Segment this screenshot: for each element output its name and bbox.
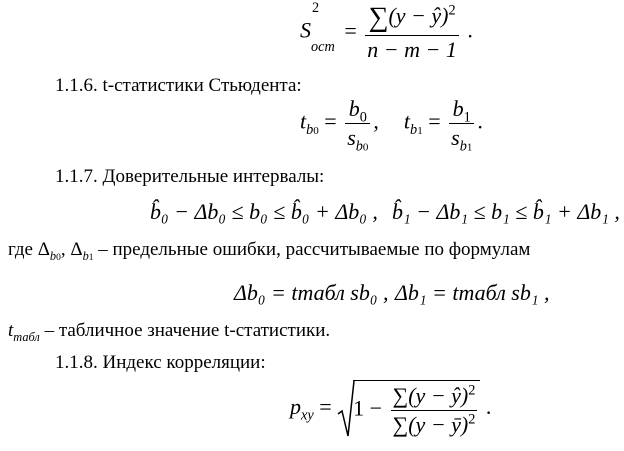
s-subscript: ост	[311, 38, 335, 55]
s-symbol: S	[300, 17, 311, 43]
text-where-deltas: где $\Delta_{b0}$, $\Delta_{b1}$ – предельные ошибки, рассчитываемые по формулам	[8, 239, 531, 263]
t-table-symbol: t	[8, 320, 14, 341]
formula-confidence-interval-b1: b̂₁ − Δb₁ ≤ b₁ ≤ b̂₁ + Δb₁ ,	[392, 199, 620, 224]
text-t-table-value: $t_{табл}$ – табличное значение t-статистики.	[8, 320, 331, 344]
residual-fraction	[365, 2, 459, 63]
correlation-fraction: $\frac{\sum(y - ŷ)^2}{\sum(y - ȳ)^2}$	[392, 382, 476, 437]
section-heading-118: 1.1.8. Индекс корреляции:	[55, 352, 266, 373]
formula-correlation-index: $p_{xy} = 1$ − $\frac{\sum(y - ŷ)^2}{\sum(y - ȳ)^2}$ .	[290, 380, 491, 438]
p-symbol: p	[290, 394, 301, 420]
fraction-denominator: n − m − 1	[367, 37, 457, 62]
section-heading-116: 1.1.6. t-статистики Стьюдента:	[55, 75, 302, 96]
section-heading-117: 1.1.7. Доверительные интервалы:	[55, 166, 325, 187]
equals-sign: =	[344, 17, 357, 43]
formula-t-statistics: $t_{b0}$ = $\frac{b_0}{s_{b0}}$ , $t_{b1}$ = $\frac{b_1}{s_{b1}}$ .	[300, 96, 483, 155]
fraction-numerator: ∑(y − ŷ)$^2$	[368, 2, 456, 33]
fraction-bar	[365, 35, 459, 36]
formula-delta-b0: Δb₀ = tтабл sb₀ ,	[234, 280, 389, 305]
formula-residual-variance: S 2 $_{ост}$ = $\frac{\sum(y - ŷ)^2}{n - m - 1}$ .	[300, 0, 473, 62]
period: .	[467, 17, 473, 43]
formula-confidence-interval-b0: b̂₀ − Δb₀ ≤ b₀ ≤ b̂₀ + Δb₀ ,	[150, 199, 378, 224]
t1-symbol: t	[403, 108, 411, 134]
t1-fraction: $\frac{b_1}{s_{b1}}$	[451, 96, 473, 155]
t0-fraction: $\frac{b_0}{s_{b0}}$	[347, 96, 369, 155]
formula-delta-b1: Δb₁ = tтабл sb₁ ,	[395, 280, 550, 305]
t0-symbol: t	[300, 108, 307, 134]
